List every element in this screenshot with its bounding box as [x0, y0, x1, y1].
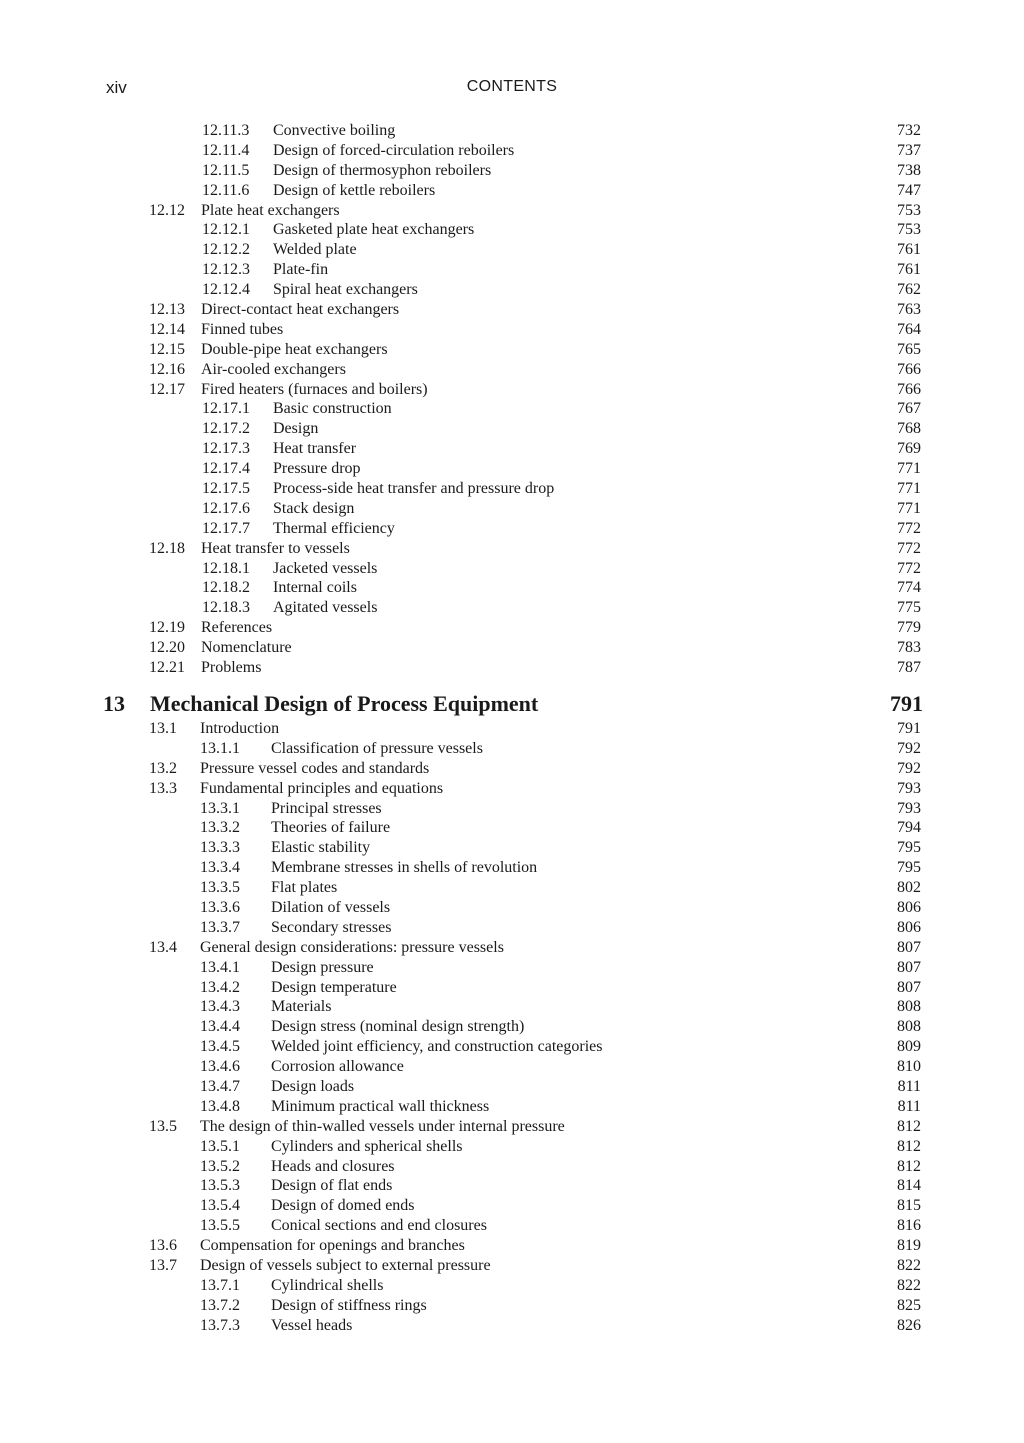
entry-title: Design of flat ends [271, 1177, 393, 1195]
entry-page: 806 [897, 918, 921, 936]
entry-number: 13.4.8 [200, 1097, 240, 1115]
chapter-13-entries [0, 719, 1024, 1336]
entry-title: Welded joint efficiency, and construction categories [271, 1038, 603, 1056]
entry-page: 772 [897, 559, 921, 577]
toc-entry[interactable] [0, 759, 1024, 779]
entry-page: 771 [897, 499, 921, 517]
entry-number: 12.11.4 [202, 141, 250, 159]
entry-title: Air-cooled exchangers [201, 360, 346, 378]
entry-page: 810 [897, 1058, 921, 1076]
entry-number: 12.11.3 [202, 122, 250, 139]
entry-page: 774 [897, 579, 921, 597]
entry-number: 12.11.6 [202, 181, 250, 199]
entry-title: Membrane stresses in shells of revolution [271, 859, 538, 877]
entry-title: Compensation for openings and branches [200, 1237, 465, 1255]
entry-number: 13.3.4 [200, 859, 240, 877]
entry-title: Dilation of vessels [271, 898, 391, 916]
entry-page: 809 [897, 1038, 921, 1056]
entry-number: 13.5.4 [200, 1197, 240, 1215]
toc-entry[interactable] [0, 459, 1024, 479]
entry-page: 815 [897, 1197, 921, 1215]
entry-title: Internal coils [273, 579, 357, 597]
entry-number: 12.17.4 [202, 460, 250, 478]
entry-page: 812 [897, 1157, 921, 1175]
entry-page: 792 [897, 759, 921, 777]
entry-page: 779 [897, 619, 921, 637]
entry-page: 732 [897, 122, 921, 139]
entry-title: Design of stiffness rings [271, 1296, 427, 1314]
entry-number: 13.4.4 [200, 1018, 240, 1036]
entry-title: Heads and closures [271, 1157, 395, 1175]
chapter-page: 791 [890, 690, 923, 716]
toc-entry[interactable] [0, 479, 1024, 499]
entry-title: Materials [271, 998, 332, 1016]
toc-entry[interactable] [0, 719, 1024, 739]
chapter-number: 13 [103, 690, 125, 716]
entry-number: 12.17 [149, 380, 185, 398]
entry-page: 807 [897, 958, 921, 976]
entry-number: 13.4.3 [200, 998, 240, 1016]
toc-entry[interactable] [0, 201, 1024, 221]
entry-page: 764 [897, 320, 921, 338]
toc-entry[interactable] [0, 1216, 1024, 1236]
entry-page: 775 [897, 599, 921, 617]
entry-title: Design pressure [271, 958, 374, 976]
entry-title: Basic construction [273, 400, 392, 418]
entry-number: 12.18 [149, 539, 185, 557]
chapter-12-entries [0, 121, 1024, 678]
toc-entry[interactable] [0, 878, 1024, 898]
entry-title: Nomenclature [201, 639, 292, 657]
entry-number: 12.12.1 [202, 221, 250, 239]
entry-number: 12.17.3 [202, 440, 250, 458]
toc-entry[interactable] [0, 559, 1024, 579]
entry-page: 794 [897, 819, 921, 837]
entry-title: Thermal efficiency [273, 519, 395, 537]
entry-title: Vessel heads [271, 1316, 353, 1334]
entry-title: Flat plates [271, 879, 338, 897]
entry-number: 13.7.3 [200, 1316, 240, 1334]
entry-page: 765 [897, 340, 921, 358]
toc-entry[interactable] [0, 280, 1024, 300]
entry-title: Direct-contact heat exchangers [201, 301, 400, 319]
entry-number: 12.17.1 [202, 400, 250, 418]
entry-number: 12.17.6 [202, 499, 250, 517]
entry-title: Fundamental principles and equations [200, 779, 444, 797]
toc-entry[interactable] [0, 240, 1024, 260]
entry-number: 13.4 [149, 938, 177, 956]
toc-entry[interactable] [0, 1316, 1024, 1336]
toc-entry[interactable] [0, 938, 1024, 958]
toc-entry[interactable] [0, 658, 1024, 678]
entry-title: Heat transfer [273, 440, 357, 458]
entry-page: 793 [897, 779, 921, 797]
toc-entry[interactable] [0, 1256, 1024, 1276]
toc-entry[interactable] [0, 1117, 1024, 1137]
entry-title: Pressure drop [273, 460, 361, 478]
entry-title: Double-pipe heat exchangers [201, 340, 388, 358]
entry-number: 13.3.7 [200, 918, 240, 936]
toc-entry[interactable] [0, 618, 1024, 638]
entry-page: 807 [897, 978, 921, 996]
entry-number: 12.17.7 [202, 519, 250, 537]
entry-title: Pressure vessel codes and standards [200, 759, 430, 777]
toc-entry[interactable] [0, 799, 1024, 819]
toc-entry[interactable] [0, 121, 1024, 141]
entry-number: 13.3.5 [200, 879, 240, 897]
toc-entry[interactable] [0, 220, 1024, 240]
entry-number: 13.7.1 [200, 1276, 240, 1294]
table-of-contents [0, 121, 1024, 1336]
entry-title: Design [273, 420, 319, 438]
entry-title: Secondary stresses [271, 918, 392, 936]
entry-number: 13.3.3 [200, 839, 240, 857]
toc-entry[interactable] [0, 419, 1024, 439]
page-number: xiv [106, 78, 127, 97]
entry-number: 12.16 [149, 360, 185, 378]
entry-title: Design temperature [271, 978, 397, 996]
toc-entry[interactable] [0, 858, 1024, 878]
toc-entry[interactable] [0, 638, 1024, 658]
entry-title: References [201, 619, 273, 637]
entry-title: Introduction [200, 719, 280, 737]
entry-title: Stack design [273, 499, 355, 517]
entry-number: 13.5.1 [200, 1137, 240, 1155]
entry-number: 13.1.1 [200, 739, 240, 757]
entry-number: 12.18.1 [202, 559, 250, 577]
toc-entry[interactable] [0, 1157, 1024, 1177]
entry-number: 13.4.5 [200, 1038, 240, 1056]
entry-page: 819 [897, 1237, 921, 1255]
entry-title: Problems [201, 659, 262, 677]
entry-number: 12.13 [149, 301, 185, 319]
entry-page: 768 [897, 420, 921, 438]
toc-entry[interactable] [0, 838, 1024, 858]
entry-number: 13.1 [149, 719, 177, 737]
entry-title: Spiral heat exchangers [273, 281, 418, 299]
chapter-heading[interactable] [0, 689, 1024, 719]
entry-title: Design of forced-circulation reboilers [273, 141, 515, 159]
entry-number: 12.15 [149, 340, 185, 358]
entry-page: 737 [897, 141, 921, 159]
entry-title: Process-side heat transfer and pressure drop [273, 480, 555, 498]
entry-number: 12.14 [149, 320, 185, 338]
entry-title: General design considerations: pressure vessels [200, 938, 504, 956]
toc-entry[interactable] [0, 1176, 1024, 1196]
entry-page: 795 [897, 839, 921, 857]
entry-title: Design of thermosyphon reboilers [273, 161, 492, 179]
entry-title: Convective boiling [273, 122, 396, 139]
toc-entry[interactable] [0, 539, 1024, 559]
toc-entry[interactable] [0, 898, 1024, 918]
entry-page: 769 [897, 440, 921, 458]
entry-number: 12.18.3 [202, 599, 250, 617]
entry-page: 738 [897, 161, 921, 179]
entry-page: 793 [897, 799, 921, 817]
toc-entry[interactable] [0, 320, 1024, 340]
entry-title: Finned tubes [201, 320, 284, 338]
entry-page: 792 [897, 739, 921, 757]
entry-page: 807 [897, 938, 921, 956]
entry-title: Plate heat exchangers [201, 201, 340, 219]
entry-number: 13.7 [149, 1256, 177, 1274]
entry-title: Gasketed plate heat exchangers [273, 221, 475, 239]
entry-number: 13.5.3 [200, 1177, 240, 1195]
toc-entry[interactable] [0, 958, 1024, 978]
toc-entry[interactable] [0, 1137, 1024, 1157]
toc-entry[interactable] [0, 161, 1024, 181]
toc-entry[interactable] [0, 1037, 1024, 1057]
entry-page: 826 [897, 1316, 921, 1334]
entry-page: 771 [897, 480, 921, 498]
entry-number: 13.3.2 [200, 819, 240, 837]
entry-number: 12.17.2 [202, 420, 250, 438]
entry-page: 808 [897, 1018, 921, 1036]
entry-number: 13.7.2 [200, 1296, 240, 1314]
toc-entry[interactable] [0, 578, 1024, 598]
entry-page: 761 [897, 261, 921, 279]
entry-page: 753 [897, 201, 921, 219]
entry-title: Conical sections and end closures [271, 1217, 487, 1235]
toc-entry[interactable] [0, 260, 1024, 280]
toc-entry[interactable] [0, 340, 1024, 360]
entry-number: 12.18.2 [202, 579, 250, 597]
entry-number: 13.5.2 [200, 1157, 240, 1175]
toc-entry[interactable] [0, 380, 1024, 400]
entry-page: 766 [897, 380, 921, 398]
entry-title: Design of kettle reboilers [273, 181, 436, 199]
entry-page: 771 [897, 460, 921, 478]
entry-title: Design of domed ends [271, 1197, 415, 1215]
entry-title: Theories of failure [271, 819, 391, 837]
entry-page: 761 [897, 241, 921, 259]
entry-title: Classification of pressure vessels [271, 739, 483, 757]
toc-entry[interactable] [0, 181, 1024, 201]
entry-number: 13.6 [149, 1237, 177, 1255]
entry-number: 12.17.5 [202, 480, 250, 498]
toc-entry[interactable] [0, 1276, 1024, 1296]
entry-page: 825 [897, 1296, 921, 1314]
entry-number: 12.12 [149, 201, 185, 219]
entry-page: 766 [897, 360, 921, 378]
entry-page: 808 [897, 998, 921, 1016]
entry-title: Welded plate [273, 241, 357, 259]
entry-page: 822 [897, 1256, 921, 1274]
entry-title: Plate-fin [273, 261, 329, 279]
entry-title: Jacketed vessels [273, 559, 378, 577]
entry-title: Cylindrical shells [271, 1276, 384, 1294]
page-header [0, 78, 1024, 102]
entry-number: 12.21 [149, 659, 185, 677]
entry-page: 767 [897, 400, 921, 418]
toc-entry[interactable] [0, 1077, 1024, 1097]
entry-number: 12.12.2 [202, 241, 250, 259]
entry-page: 762 [897, 281, 921, 299]
entry-page: 802 [897, 879, 921, 897]
entry-number: 13.3.1 [200, 799, 240, 817]
toc-entry[interactable] [0, 439, 1024, 459]
entry-page: 814 [897, 1177, 921, 1195]
entry-title: Principal stresses [271, 799, 382, 817]
running-head: CONTENTS [466, 78, 558, 95]
entry-page: 747 [897, 181, 921, 199]
toc-entry[interactable] [0, 399, 1024, 419]
entry-number: 13.5.5 [200, 1217, 240, 1235]
toc-entry[interactable] [0, 141, 1024, 161]
toc-entry[interactable] [0, 1296, 1024, 1316]
entry-title: Heat transfer to vessels [201, 539, 350, 557]
toc-entry[interactable] [0, 1236, 1024, 1256]
toc-entry[interactable] [0, 300, 1024, 320]
entry-page: 806 [897, 898, 921, 916]
entry-title: Minimum practical wall thickness [271, 1097, 490, 1115]
entry-number: 13.3 [149, 779, 177, 797]
toc-entry[interactable] [0, 519, 1024, 539]
entry-title: Design of vessels subject to external pressure [200, 1256, 491, 1274]
entry-page: 822 [897, 1276, 921, 1294]
entry-number: 12.11.5 [202, 161, 250, 179]
entry-title: The design of thin-walled vessels under internal pressure [200, 1117, 565, 1135]
entry-number: 13.4.1 [200, 958, 240, 976]
entry-title: Design loads [271, 1077, 355, 1095]
toc-entry[interactable] [0, 360, 1024, 380]
entry-title: Corrosion allowance [271, 1058, 404, 1076]
entry-title: Elastic stability [271, 839, 371, 857]
entry-page: 791 [897, 719, 921, 737]
entry-page: 753 [897, 221, 921, 239]
chapter-title: Mechanical Design of Process Equipment [150, 690, 539, 716]
toc-entry[interactable] [0, 598, 1024, 618]
entry-title: Agitated vessels [273, 599, 378, 617]
entry-number: 12.20 [149, 639, 185, 657]
toc-entry[interactable] [0, 997, 1024, 1017]
toc-entry[interactable] [0, 818, 1024, 838]
entry-title: Cylinders and spherical shells [271, 1137, 463, 1155]
entry-page: 812 [897, 1117, 921, 1135]
entry-page: 811 [897, 1097, 921, 1115]
entry-number: 13.4.2 [200, 978, 240, 996]
entry-page: 795 [897, 859, 921, 877]
entry-number: 12.19 [149, 619, 185, 637]
entry-number: 13.2 [149, 759, 177, 777]
entry-page: 811 [897, 1077, 921, 1095]
toc-entry[interactable] [0, 499, 1024, 519]
entry-page: 772 [897, 519, 921, 537]
entry-number: 13.5 [149, 1117, 177, 1135]
entry-number: 13.4.6 [200, 1058, 240, 1076]
toc-entry[interactable] [0, 1057, 1024, 1077]
toc-entry[interactable] [0, 739, 1024, 759]
entry-title: Design stress (nominal design strength) [271, 1018, 525, 1036]
entry-page: 783 [897, 639, 921, 657]
toc-entry[interactable] [0, 1017, 1024, 1037]
entry-page: 772 [897, 539, 921, 557]
toc-entry[interactable] [0, 1097, 1024, 1117]
entry-page: 763 [897, 301, 921, 319]
toc-entry[interactable] [0, 779, 1024, 799]
entry-number: 12.12.3 [202, 261, 250, 279]
entry-page: 816 [897, 1217, 921, 1235]
entry-number: 12.12.4 [202, 281, 250, 299]
entry-number: 13.3.6 [200, 898, 240, 916]
entry-title: Fired heaters (furnaces and boilers) [201, 380, 428, 398]
toc-entry[interactable] [0, 1196, 1024, 1216]
toc-entry[interactable] [0, 918, 1024, 938]
toc-entry[interactable] [0, 978, 1024, 998]
entry-page: 787 [897, 659, 921, 677]
entry-number: 13.4.7 [200, 1077, 240, 1095]
entry-page: 812 [897, 1137, 921, 1155]
